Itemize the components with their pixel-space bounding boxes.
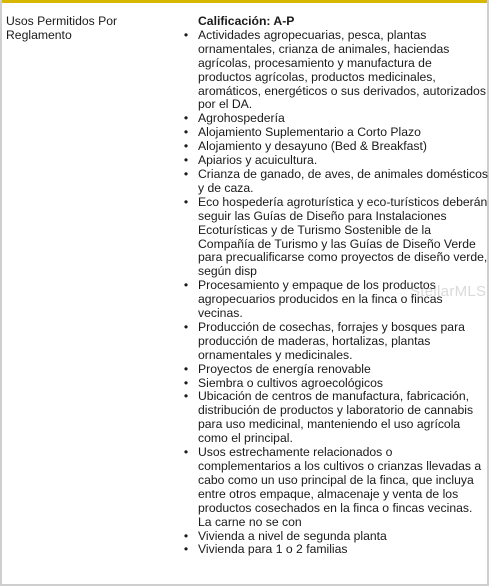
bullet-icon: •	[183, 445, 189, 460]
list-item-text: Eco hospedería agroturística y eco-turísticos deberán seguir las Guías de Diseño para Instalaciones Ecoturísticas y de Turismo Sostenible de la Compañía de Turismo y las Guías de Diseño Verde para precualificarse como proyectos de diseño verde, según disp	[198, 194, 488, 279]
list-item	[183, 528, 488, 544]
bullet-icon: •	[183, 139, 189, 154]
list-item-text: Apiarios y acuicultura.	[198, 153, 318, 168]
bullet-icon: •	[183, 319, 189, 334]
bullet-icon: •	[183, 166, 189, 181]
list-item	[183, 139, 488, 154]
mls-watermark: StellarMLS	[410, 283, 487, 300]
list-item-text: Usos estrechamente relacionados o complementarios a los cultivos o crianzas llevadas a cabo como un uso principal de la finca, que incluya entre otros empaque, almacenaje y venta de los productos cosechados en la finca o fincas vecinas. La carne no se con	[198, 445, 482, 529]
list-item	[183, 445, 488, 529]
list-item-text: Procesamiento y empaque de los productos agropecuarios producidos en la finca o fincas vecinas.	[198, 278, 443, 321]
permitted-uses-list	[183, 27, 488, 557]
list-item	[183, 166, 488, 196]
bullet-icon: •	[183, 361, 189, 376]
list-item	[183, 125, 488, 140]
list-item	[183, 361, 488, 377]
bullet-icon: •	[183, 125, 189, 140]
bullet-icon: •	[183, 27, 189, 42]
left-border-rule	[0, 0, 2, 586]
list-item	[183, 153, 488, 168]
bullet-icon: •	[183, 528, 189, 543]
list-item	[183, 542, 488, 557]
bullet-icon: •	[183, 375, 189, 390]
list-item-text: Vivienda a nivel de segunda planta	[198, 528, 387, 543]
list-item-text: Producción de cosechas, forrajes y bosques para producción de maderas, hortalizas, plantas ornamentales y medicinales.	[198, 319, 465, 362]
list-item-text: Alojamiento Suplementario a Corto Plazo	[198, 125, 421, 140]
list-item-text: Siembra o cultivos agroecológicos	[198, 375, 383, 390]
list-item-text: Proyectos de energía renovable	[198, 361, 371, 376]
bullet-icon: •	[183, 111, 189, 126]
bullet-icon: •	[183, 389, 189, 404]
list-item	[183, 319, 488, 363]
list-item-text: Agrohospedería	[198, 111, 285, 126]
list-item	[183, 389, 488, 446]
list-item	[183, 278, 488, 321]
list-item	[183, 194, 488, 279]
list-item	[183, 111, 488, 126]
row-label: Usos Permitidos Por Reglamento	[6, 14, 118, 42]
row-content	[183, 14, 488, 557]
list-item-text: Crianza de ganado, de aves, de animales domésticos y de caza.	[198, 166, 488, 195]
list-item-text: Vivienda para 1 o 2 familias	[198, 542, 348, 557]
list-item	[183, 27, 488, 112]
list-item-text: Ubicación de centros de manufactura, fabricación, distribución de productos y laboratorio de cannabis para uso medicinal, manteniendo el uso agrícola como el principal.	[198, 389, 474, 446]
bullet-icon: •	[183, 153, 189, 168]
list-item-text: Alojamiento y desayuno (Bed & Breakfast)	[198, 139, 427, 154]
list-item	[183, 375, 488, 391]
top-accent-rule	[0, 0, 489, 3]
zoning-title: Calificación: A-P	[198, 14, 295, 28]
bullet-icon: •	[183, 278, 189, 293]
bullet-icon: •	[183, 542, 189, 557]
bullet-icon: •	[183, 194, 189, 209]
list-item-text: Actividades agropecuarias, pesca, plantas ornamentales, crianza de animales, haciendas agrícolas, procesamiento y manufactura de productos agrícolas, productos medicinales, aromáticos, energéticos o sus derivados, autorizados por el DA.	[198, 27, 486, 112]
